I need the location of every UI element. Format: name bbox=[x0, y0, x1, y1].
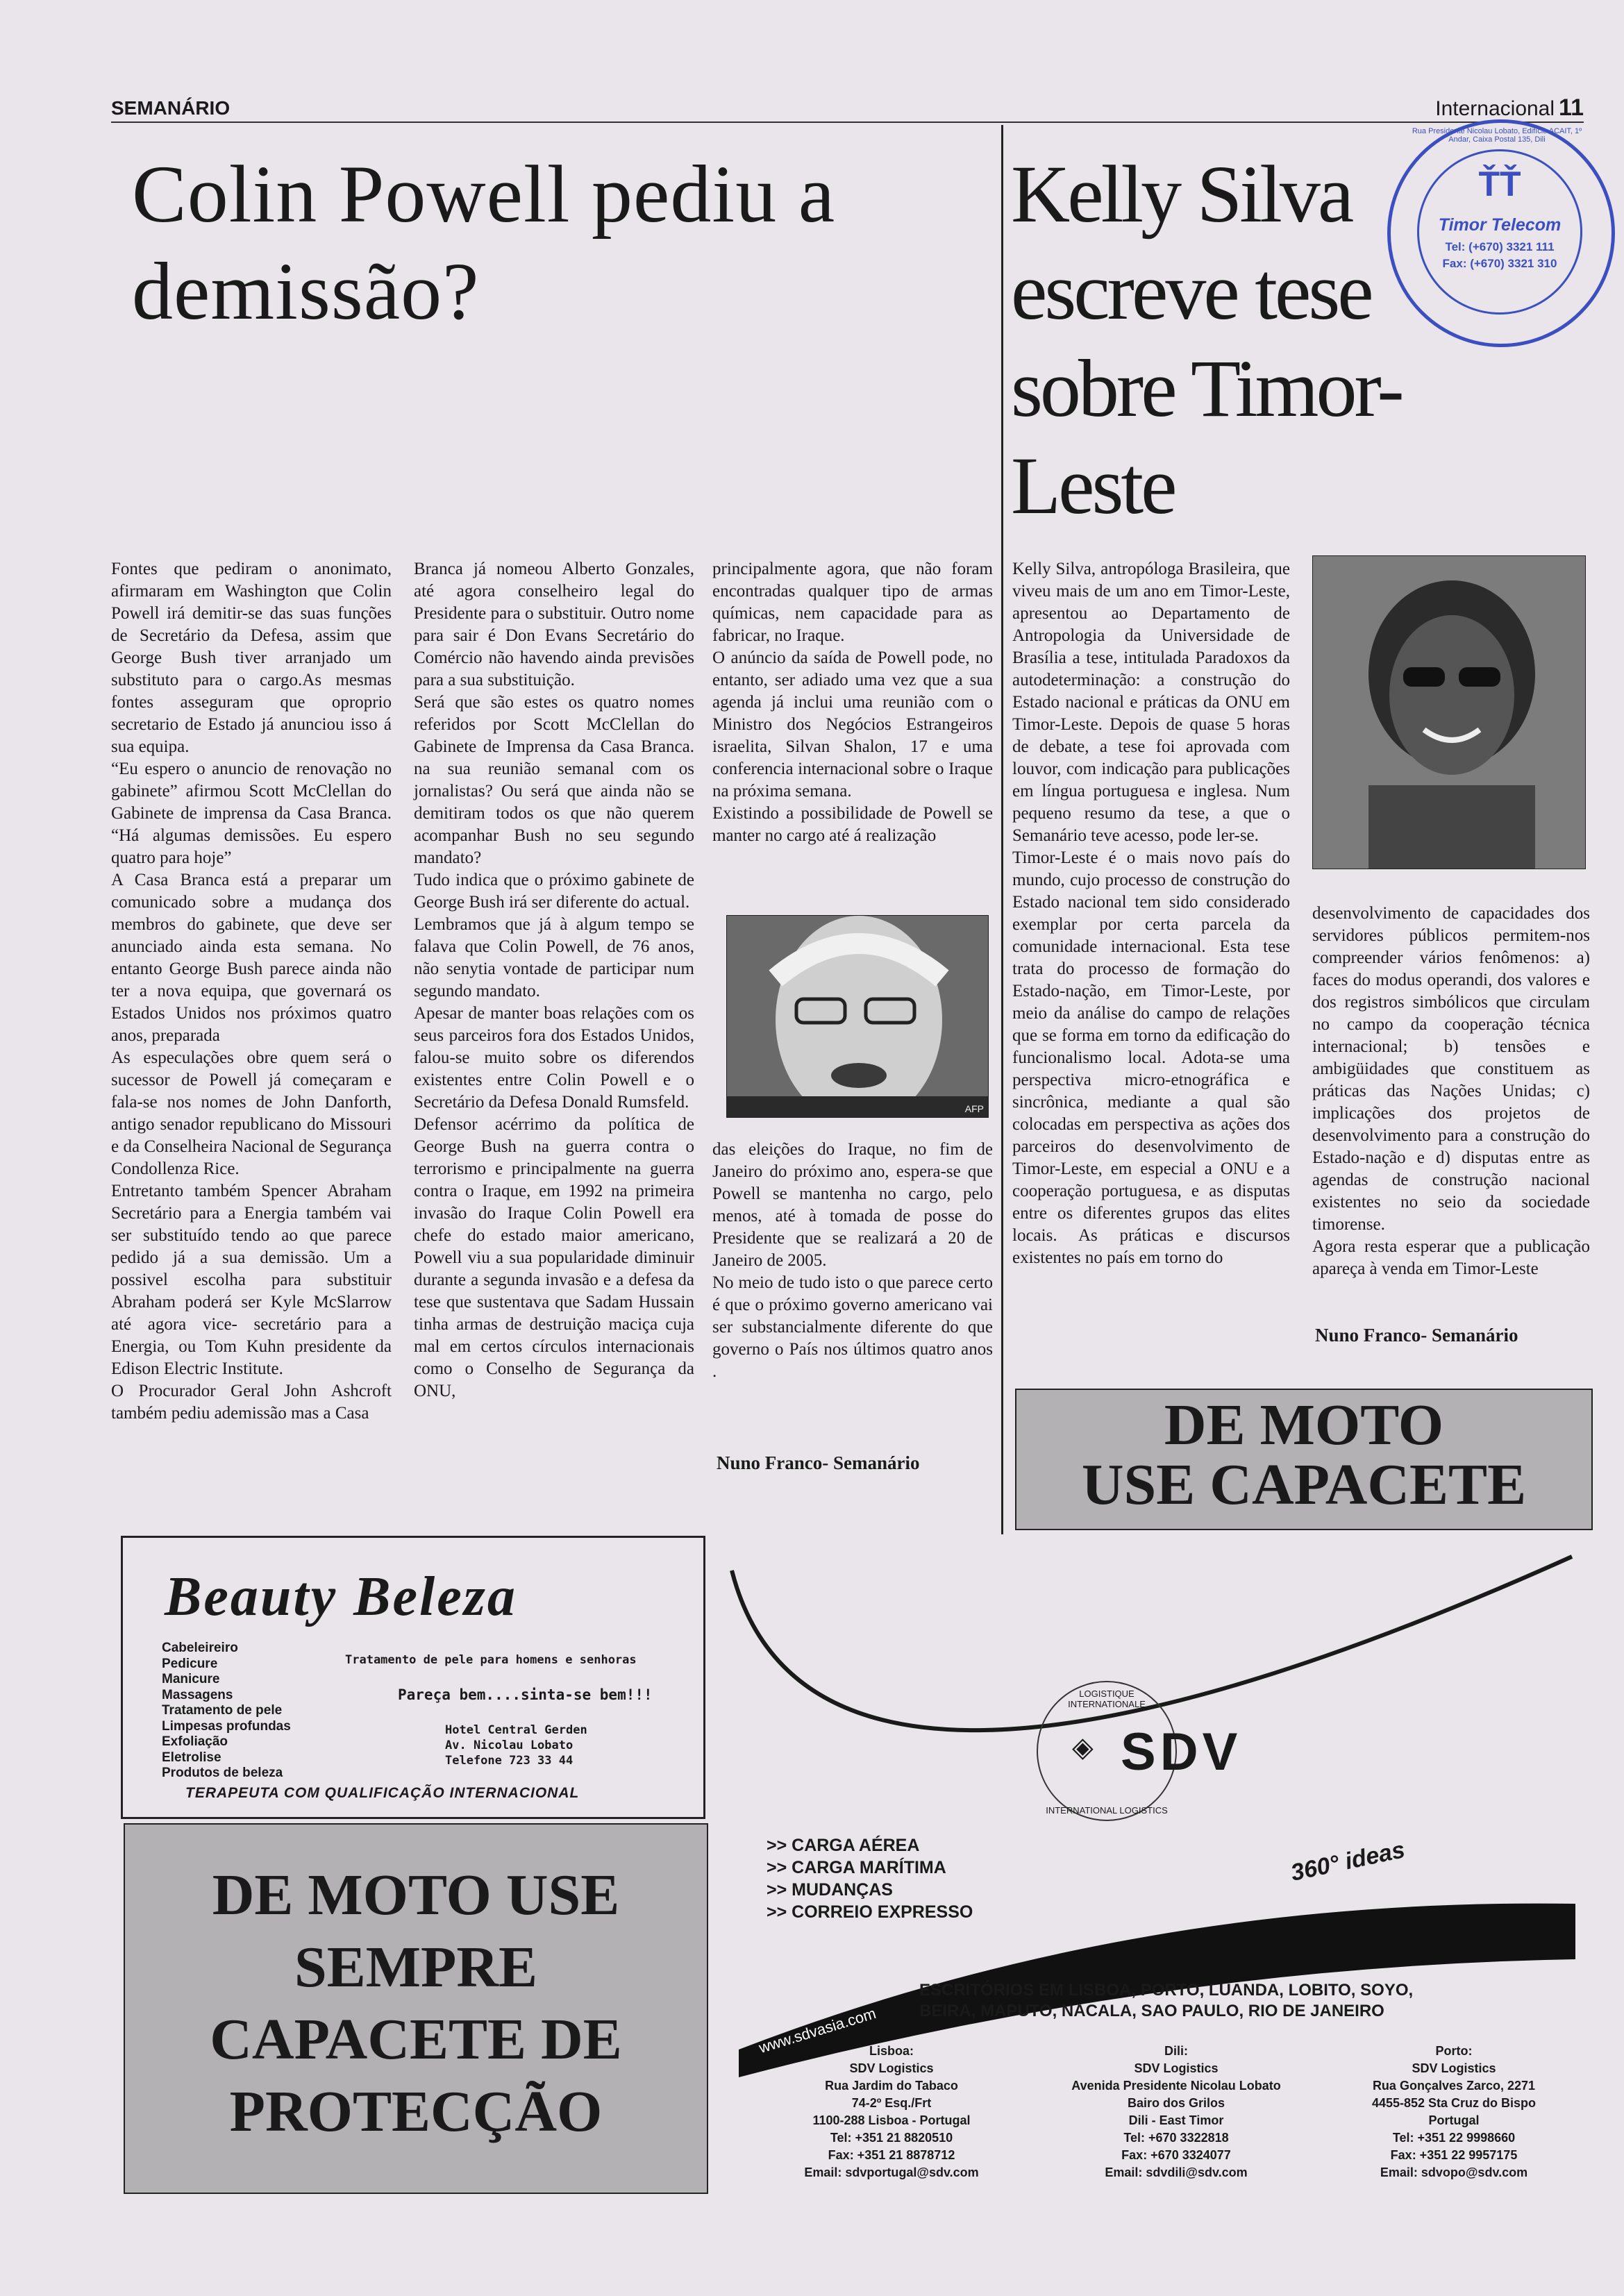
timor-telecom-stamp bbox=[1387, 119, 1615, 347]
service-item: Pedicure bbox=[162, 1656, 218, 1671]
kelly-byline: Nuno Franco- Semanário bbox=[1315, 1325, 1518, 1346]
stamp-fax: Fax: (+670) 3321 310 bbox=[1442, 257, 1557, 270]
service-item: Cabeleireiro bbox=[162, 1641, 238, 1655]
powell-col1: Fontes que pediram o anonimato, afirmaram em Washington que Colin Powell irá demitir-se das suas funções de Secretário da Defesa, assim que George Bush tiver arranjado um substituto para o cargo.As mesmas fontes asseguram que oproprio secretario de Estado já anunciou isso á sua equipa. “Eu espero o anuncio de renovação no gabinete” afirmou Scott McClellan do Gabinete de imprensa da Casa Branca. “Há algumas demissões. Eu espero quatro para hoje” A Casa Branca está a preparar um comunicado sobre a mudança dos membros do gabinete, que deve ser anunciado ainda esta semana. No entanto George Bush parece ainda não ter a nova equipa, que governará os Estados Unidos nos próximos quatro anos, preparada As especulações obre quem será o sucessor de Powell já começaram e fala-se nos nomes de John Danforth, antigo senador republicano do Missouri e da Conselheira Nacional de Segurança Condollenza Rice. Entretanto também Spencer Abraham Secretário para a Energia também vai ser substituído tendo ao que parece pedido já a sua demissão. Um a possivel escolha para substituir Abraham poderá ser Kyle McSlarrow até agora vice- secretário para a Energia, ou Tom Kuhn presidente da Edison Electric Institute. O Procurador Geral John Ashcroft também pediu ademissão mas a Casa bbox=[111, 560, 392, 1423]
helmet-ad-large-line: DE MOTO USE bbox=[212, 1863, 620, 1927]
sdv-ring-bottom: INTERNATIONAL LOGISTICS bbox=[1046, 1805, 1168, 1816]
portrait-illustration bbox=[1313, 556, 1585, 869]
powell-byline: Nuno Franco- Semanário bbox=[717, 1452, 920, 1473]
sdv-contact-line: Tel: +670 3322818 bbox=[1123, 2131, 1229, 2145]
service-item: Produtos de beleza bbox=[162, 1766, 283, 1780]
sdv-brand: SDV bbox=[1121, 1723, 1242, 1782]
beauty-phone: Telefone 723 33 44 bbox=[445, 1754, 574, 1768]
sdv-contact-line: Rua Jardim do Tabaco bbox=[825, 2079, 958, 2093]
beauty-footer: TERAPEUTA COM QUALIFICAÇÃO INTERNACIONAL bbox=[185, 1785, 580, 1801]
sdv-services bbox=[767, 1834, 973, 1923]
sdv-contact-line: SDV Logistics bbox=[1412, 2061, 1496, 2075]
service-item: Manicure bbox=[162, 1672, 220, 1686]
sdv-contact-line: Portugal bbox=[1428, 2113, 1480, 2127]
beauty-slogan: Pareça bem....sinta-se bem!!! bbox=[398, 1686, 653, 1703]
section-header bbox=[1435, 94, 1584, 121]
sdv-service-item: >> CORREIO EXPRESSO bbox=[767, 1902, 973, 1922]
sdv-contact-line: SDV Logistics bbox=[849, 2061, 934, 2075]
sdv-contact-line: 1100-288 Lisboa - Portugal bbox=[812, 2113, 971, 2127]
helmet-ad-large-line: CAPACETE DE bbox=[210, 2007, 622, 2072]
sdv-tagline: 360° ideas bbox=[1288, 1836, 1407, 1886]
beauty-title: Beauty Beleza bbox=[165, 1566, 517, 1627]
stamp-inner-ring bbox=[1417, 149, 1582, 315]
sdv-contact-line: Fax: +351 21 8878712 bbox=[828, 2148, 955, 2162]
service-item: Massagens bbox=[162, 1687, 233, 1702]
sdv-contact-line: Dili - East Timor bbox=[1128, 2113, 1224, 2127]
publication-name: SEMANÁRIO bbox=[111, 97, 231, 119]
stamp-name: Timor Telecom bbox=[1438, 215, 1562, 235]
helmet-ad-large bbox=[124, 1823, 708, 2194]
sdv-contact-email[interactable]: Email: sdvportugal@sdv.com bbox=[804, 2165, 979, 2179]
powell-headline: Colin Powell pediu a demissão? bbox=[132, 149, 836, 337]
photo-credit: AFP bbox=[964, 1103, 984, 1114]
column-divider bbox=[1001, 125, 1003, 1534]
beauty-address-line: Hotel Central Gerden bbox=[445, 1723, 587, 1737]
sdv-contact-line: 4455-852 Sta Cruz do Bispo bbox=[1371, 2096, 1537, 2110]
sdv-contact-email[interactable]: Email: sdvopo@sdv.com bbox=[1380, 2165, 1528, 2179]
sdv-contact-line: Bairo dos Grilos bbox=[1127, 2096, 1225, 2110]
stamp-tel: Tel: (+670) 3321 111 bbox=[1445, 240, 1555, 253]
helmet-ad-small bbox=[1015, 1389, 1593, 1530]
sdv-contact-email[interactable]: Email: sdvdili@sdv.com bbox=[1105, 2165, 1248, 2179]
beauty-address-line: Av. Nicolau Lobato bbox=[445, 1738, 574, 1752]
powell-col3-top: principalmente agora, que não foram encontradas qualquer tipo de armas químicas, nem capacidade para as fabricar, no Iraque. O anúncio da saída de Powell pode, no entanto, ser adiado uma vez que a sua agenda já inclui uma reunião com o Ministro dos Negócios Estrangeiros israelita, Silvan Shalon, 17 e uma conferencia internacional sobre o Iraque na próxima semana. Existindo a possibilidade de Powell se manter no cargo até á realização bbox=[712, 560, 993, 845]
sdv-contact-line: 74-2º Esq./Frt bbox=[851, 2096, 932, 2110]
kelly-headline: Kelly Silva escreve tese sobre Timor-Leste bbox=[1011, 149, 1402, 531]
sdv-contact-line: Tel: +351 21 8820510 bbox=[830, 2131, 953, 2145]
sdv-contact-city: Porto: bbox=[1435, 2044, 1473, 2058]
helmet-ad-line2: USE CAPACETE bbox=[1081, 1452, 1527, 1517]
sdv-service-item: >> CARGA MARÍTIMA bbox=[767, 1858, 946, 1877]
service-item: Eletrolise bbox=[162, 1750, 221, 1765]
sdv-contact-line: Fax: +351 22 9957175 bbox=[1390, 2148, 1518, 2162]
service-item: Exfoliação bbox=[162, 1734, 228, 1749]
sdv-service-item: >> MUDANÇAS bbox=[767, 1880, 893, 1900]
stamp-logo-icon: ŤŤ bbox=[1478, 165, 1521, 203]
beauty-ad bbox=[121, 1536, 705, 1819]
kelly-col1: Kelly Silva, antropóloga Brasileira, que viveu mais de um ano em Timor-Leste, apresentou ao Departamento de Antropologia da Universidade de Brasília a tese, intitulada Paradoxos da autodeterminação: a construção do Estado nacional e práticas da ONU em Timor-Leste. Depois de quase 5 horas de debate, a tese foi aprovada com louvor, com indicação para publicações em língua portuguesa e inglesa. Num pequeno resumo da tese, a que o Semanário teve acesso, pode ler-se. Timor-Leste é o mais novo país do mundo, cujo processo de construção do Estado nacional tem sido considerado exemplar por certa parcela da comunidade internacional. Esta tese trata do processo de formação do Estado-nação, em Timor-Leste, por meio da análise do campo de relações que se forma em torno da edificação do funcionalismo local. Adota-se uma perspectiva micro-etnográfica e sincrônica, mediante a qual são colocadas em perspectiva as ações dos parceiros do desenvolvimento de Timor-Leste, em especial a ONU e a cooperação portuguesa, e as disputas entre os diferentes grupos das elites locais. As práticas e discursos existentes no país em torno do bbox=[1012, 560, 1290, 1267]
sdv-contact-city: Dili: bbox=[1164, 2044, 1188, 2058]
sdv-diamond-icon: ◈ bbox=[1072, 1732, 1094, 1763]
sdv-service-item: >> CARGA AÉREA bbox=[767, 1836, 920, 1855]
helmet-ad-large-line: SEMPRE bbox=[294, 1935, 538, 2000]
section-name: Internacional bbox=[1435, 97, 1555, 120]
powell-col3-bottom: das eleições do Iraque, no fim de Janeiro do próximo ano, espera-se que Powell se mantenha no cargo, pelo menos, até à tomada de posse do Presidente que se realizará a 20 de Janeiro de 2005. No meio de tudo isto o que parece certo é que o próximo governo americano vai ser substancialmente diferente do que governo o País nos últimos quatro anos . bbox=[712, 1140, 993, 1381]
helmet-ad-line1: DE MOTO bbox=[1164, 1393, 1444, 1457]
kelly-photo bbox=[1312, 555, 1586, 869]
sdv-ad bbox=[718, 1536, 1590, 2195]
beauty-treatment: Tratamento de pele para homens e senhoras bbox=[345, 1653, 637, 1667]
kelly-col2: desenvolvimento de capacidades dos servidores públicos permitem-nos compreender vários fenômenos: a) faces do modus operandi, dos valores e dos registros simbólicos que circulam no campo da cooperação técnica internacional; b) tensões e ambigüidades que constituem as práticas das Nações Unidas; c) implicações dos projetos de desenvolvimento para a construção do Estado-nação e d) disputas entre as agendas de construção nacional existentes no seio da sociedade timorense. Agora resta esperar que a publicação apareça à venda em Timor-Leste bbox=[1312, 904, 1590, 1278]
sdv-contact-porto bbox=[1329, 2043, 1579, 2181]
sdv-contact-lisboa bbox=[760, 2043, 1023, 2181]
portrait-illustration bbox=[727, 916, 988, 1117]
sdv-contact-line: Rua Gonçalves Zarco, 2271 bbox=[1372, 2079, 1536, 2093]
sdv-contact-line: Tel: +351 22 9998660 bbox=[1392, 2131, 1516, 2145]
service-item: Tratamento de pele bbox=[162, 1703, 283, 1718]
sdv-ring-top: LOGISTIQUE INTERNATIONALE bbox=[1068, 1689, 1146, 1709]
stamp-ring-text: Rua Presidente Nicolau Lobato, Edifício ACAIT, 1º Andar, Caixa Postal 135, Dili bbox=[1412, 127, 1582, 144]
beauty-address bbox=[445, 1723, 587, 1768]
powell-col2: Branca já nomeou Alberto Gonzales, até agora conselheiro legal do Presidente para o substituir. Outro nome para sair é Don Evans Secretário do Comércio não havendo ainda previsões para a sua substituição. Será que são estes os quatro nomes referidos por Scott McClellan do Gabinete de Imprensa da Casa Branca. na sua reunião semanal com os jornalistas? Ou será que ainda não se demitiram todos os que não querem acompanhar Bush no seu segundo mandato? Tudo indica que o próximo gabinete de George Bush irá ser diferente do actual. Lembramos que já à algum tempo se falava que Colin Powell, de 76 anos, não senytia vontade de participar num segundo mandato. Apesar de manter boas relações com os seus parceiros fora dos Estados Unidos, falou-se muito sobre os diferendos existentes entre Colin Powell e o Secretário da Defesa Donald Rumsfeld. Defensor acérrimo da política de George Bush na guerra contra o terrorismo e principalmente na guerra contra o Iraque, em 1992 na primeira invasão do Iraque Colin Powell era chefe do estado maior americano, Powell viu a sua popularidade diminuir durante a segunda invasão e a defesa da tese que sustentava que Sadam Hussain tinha armas de destruição maciça cuja mal em certos círculos internacionais como o Conselho de Segurança da ONU, bbox=[414, 560, 694, 1400]
sdv-contact-dili bbox=[1051, 2043, 1301, 2181]
sdv-contact-line: Fax: +670 3324077 bbox=[1121, 2148, 1231, 2162]
service-item: Limpesas profundas bbox=[162, 1718, 291, 1734]
sdv-offices: ESCRITÓRIOS EM LISBOA, PORTO, LUANDA, LOBITO, SOYO, BEIRA, MAPUTO, NACALA, SAO PAULO, RIO DE JANEIRO bbox=[919, 1981, 1414, 2020]
sdv-contact-line: Avenida Presidente Nicolau Lobato bbox=[1071, 2079, 1281, 2093]
sdv-website[interactable]: www.sdvasia.com bbox=[757, 2004, 878, 2057]
powell-photo bbox=[726, 915, 989, 1118]
beauty-services-list bbox=[162, 1641, 342, 1782]
page-number: 11 bbox=[1559, 94, 1584, 121]
header-rule bbox=[111, 121, 1584, 123]
helmet-ad-large-line: PROTECÇÃO bbox=[229, 2079, 603, 2144]
sdv-contact-line: SDV Logistics bbox=[1134, 2061, 1219, 2075]
sdv-contact-city: Lisboa: bbox=[869, 2044, 914, 2058]
